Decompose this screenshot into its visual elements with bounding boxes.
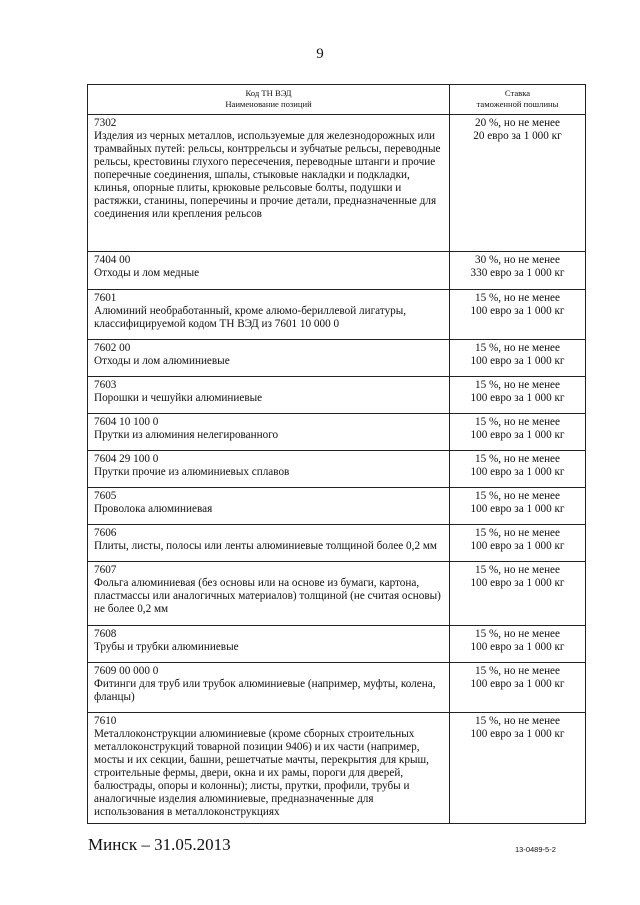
rate-percent: 15 %, но не менее [475,416,560,428]
position-name: Изделия из черных металлов, используемые для железнодорожных или трамвайных путей: рельсы, контррельсы и зубчатые рельсы, переводные рельсы, крестовины глухого пересечения, переводные штанги и прочие поперечные соединения, шпалы, стыковые накладки и подкладки, клинья, опорные плиты, крюковые рельсовые болты, подушки и растяжки, станины, поперечины и прочие детали, предназначенные для соединения или крепления рельсов [94,130,441,220]
rate-minimum: 20 евро за 1 000 кг [473,130,562,142]
rate-minimum: 100 евро за 1 000 кг [470,392,565,404]
rate-minimum: 100 евро за 1 000 кг [470,305,565,317]
header-code-label: Код ТН ВЭД [245,88,292,98]
hs-code: 7605 [94,490,117,502]
position-name: Плиты, листы, полосы или ленты алюминиевые толщиной более 0,2 мм [94,540,437,552]
rate-minimum: 100 евро за 1 000 кг [470,678,565,690]
table-row [88,252,586,290]
position-cell [88,525,450,562]
hs-code: 7404 00 [94,254,131,266]
header-name-label: Наименование позиций [225,99,312,109]
hs-code: 7603 [94,379,117,391]
hs-code: 7610 [94,715,117,727]
table-row [88,451,586,488]
rate-cell [450,340,586,377]
position-name: Отходы и лом медные [94,267,200,279]
position-name: Прутки из алюминия нелегированного [94,429,279,441]
rate-percent: 15 %, но не менее [475,715,560,727]
position-cell [88,414,450,451]
rate-cell [450,525,586,562]
rate-minimum: 100 евро за 1 000 кг [470,466,565,478]
table-header-row [88,85,586,115]
rate-minimum: 100 евро за 1 000 кг [470,641,565,653]
rate-cell [450,626,586,663]
rate-percent: 15 %, но не менее [475,665,560,677]
table-row [88,414,586,451]
hs-code: 7606 [94,527,117,539]
table-row [88,115,586,252]
position-cell [88,488,450,525]
page-number: 9 [316,46,324,62]
hs-code: 7609 00 000 0 [94,665,159,677]
position-name: Трубы и трубки алюминиевые [94,641,239,653]
position-cell [88,340,450,377]
header-rate-label: Ставка [504,88,531,98]
rate-cell [450,414,586,451]
rate-cell [450,451,586,488]
rate-cell [450,713,586,824]
hs-code: 7302 [94,117,117,129]
position-cell [88,377,450,414]
table-row [88,562,586,626]
rate-cell [450,115,586,252]
position-cell [88,713,450,824]
rate-minimum: 330 евро за 1 000 кг [470,267,565,279]
table-row [88,340,586,377]
position-name: Порошки и чешуйки алюминиевые [94,392,263,404]
position-name: Металлоконструкции алюминиевые (кроме сборных строительных металлоконструкций товарной позиции 9406) и их части (например, мосты и их секции, башни, решетчатые мачты, перекрытия для крыш, строительные фермы, двери, окна и их рамы, пороги для дверей, балюстрады, опоры и колонны); листы, прутки, профили, трубы и аналогичные изделия алюминиевые, предназначенные для использования в металлоконструкциях [94,728,429,818]
position-cell [88,290,450,340]
position-cell [88,663,450,713]
position-cell [88,252,450,290]
rate-percent: 15 %, но не менее [475,527,560,539]
hs-code: 7604 29 100 0 [94,453,159,465]
position-cell [88,562,450,626]
rate-cell [450,562,586,626]
rate-percent: 15 %, но не менее [475,564,560,576]
table-row [88,525,586,562]
hs-code: 7604 10 100 0 [94,416,159,428]
footer-place-date: Минск – 31.05.2013 [88,835,231,854]
hs-code: 7608 [94,628,117,640]
hs-code: 7602 00 [94,342,131,354]
rate-cell [450,663,586,713]
table-row [88,626,586,663]
footer-doc-code: 13-0489-5-2 [515,845,556,854]
table-row [88,663,586,713]
position-cell [88,626,450,663]
position-name: Фольга алюминиевая (без основы или на основе из бумаги, картона, пластмассы или аналогичных материалов) толщиной (не считая основы) не более 0,2 мм [94,577,441,615]
rate-percent: 15 %, но не менее [475,628,560,640]
position-name: Прутки прочие из алюминиевых сплавов [94,466,290,478]
table-row [88,377,586,414]
table-row [88,488,586,525]
header-rate [450,85,586,115]
rate-minimum: 100 евро за 1 000 кг [470,503,565,515]
rate-cell [450,290,586,340]
rate-percent: 30 %, но не менее [475,254,560,266]
table-row [88,713,586,824]
rate-minimum: 100 евро за 1 000 кг [470,540,565,552]
rate-percent: 15 %, но не менее [475,342,560,354]
table-row [88,290,586,340]
rate-minimum: 100 евро за 1 000 кг [470,429,565,441]
tariff-table [87,84,586,824]
position-name: Проволока алюминиевая [94,503,213,515]
rate-percent: 15 %, но не менее [475,453,560,465]
rate-percent: 15 %, но не менее [475,292,560,304]
rate-percent: 20 %, но не менее [475,117,560,129]
position-cell [88,115,450,252]
header-code-name [88,85,450,115]
position-name: Отходы и лом алюминиевые [94,355,230,367]
position-name: Фитинги для труб или трубок алюминиевые (например, муфты, колена, фланцы) [94,678,436,703]
rate-minimum: 100 евро за 1 000 кг [470,577,565,589]
position-cell [88,451,450,488]
header-duty-label: таможенной пошлины [476,99,559,109]
rate-percent: 15 %, но не менее [475,379,560,391]
rate-minimum: 100 евро за 1 000 кг [470,355,565,367]
rate-cell [450,488,586,525]
rate-cell [450,252,586,290]
rate-minimum: 100 евро за 1 000 кг [470,728,565,740]
position-name: Алюминий необработанный, кроме алюмо-бериллевой лигатуры, классифицируемой кодом ТН ВЭД из 7601 10 000 0 [94,305,407,330]
rate-percent: 15 %, но не менее [475,490,560,502]
rate-cell [450,377,586,414]
hs-code: 7601 [94,292,117,304]
hs-code: 7607 [94,564,117,576]
